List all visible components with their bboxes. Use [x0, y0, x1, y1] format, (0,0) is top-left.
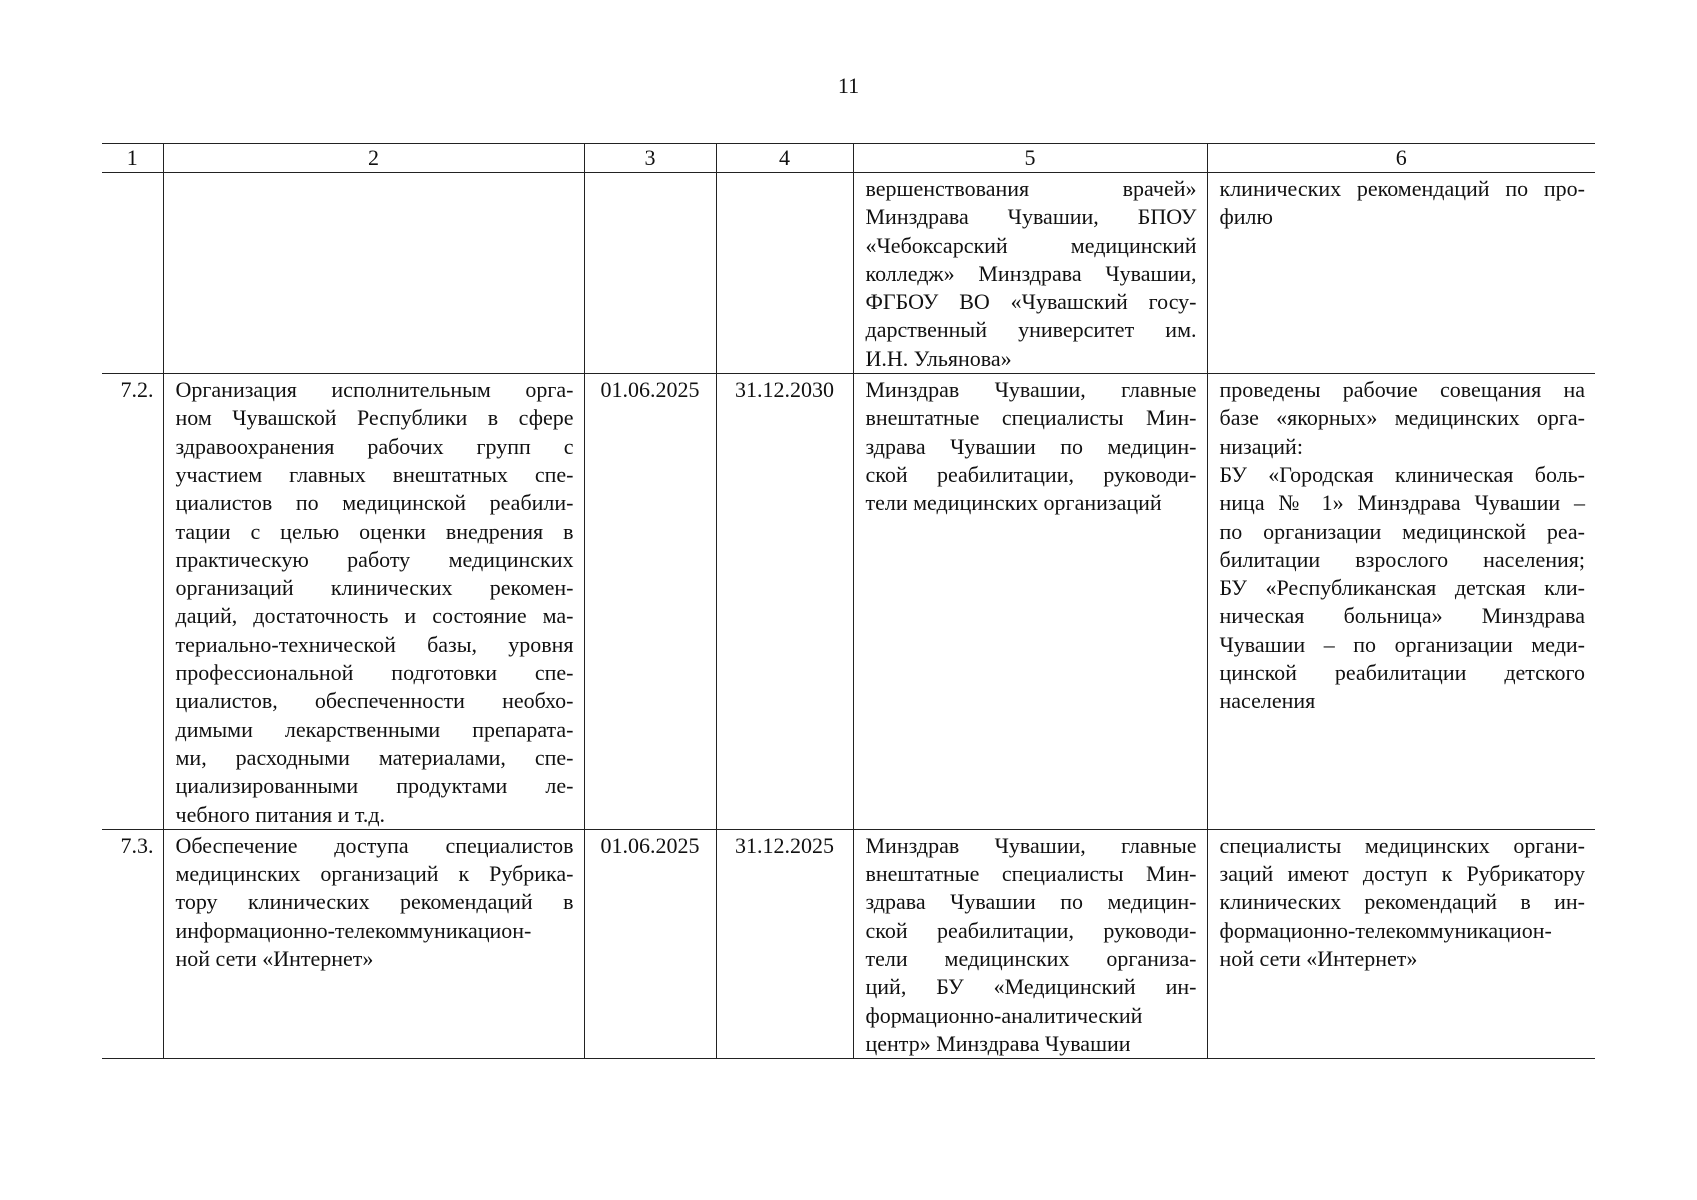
- text-line: ном Чувашской Республики в сфере: [175, 405, 574, 431]
- text-line: Чувашии – по организации меди-: [1219, 631, 1585, 657]
- column-header: 5: [853, 144, 1207, 173]
- text-line: специалисты медицинских органи-: [1219, 832, 1585, 858]
- text-line: здрава Чувашии по медицин-: [865, 889, 1197, 915]
- text-line: дарственный университет им.: [865, 317, 1197, 343]
- text-line: даций, достаточность и состояние ма-: [175, 603, 574, 629]
- responsible-cell: [853, 829, 1207, 1058]
- text-line: низаций:: [1219, 433, 1303, 459]
- column-header: 6: [1207, 144, 1595, 173]
- column-header: 4: [716, 144, 853, 173]
- text-line: териально-технической базы, уровня: [175, 631, 574, 657]
- header-row: [102, 144, 1595, 173]
- continuation-row: [102, 173, 1595, 374]
- page-number: 11: [837, 73, 860, 98]
- text-line: здрава Чувашии по медицин-: [865, 433, 1197, 459]
- text-line: заций имеют доступ к Рубрикатору: [1219, 861, 1585, 887]
- text-line: внештатные специалисты Мин-: [865, 861, 1197, 887]
- text-line: ной сети «Интернет»: [1219, 946, 1418, 972]
- column-header: 3: [584, 144, 716, 173]
- responsible-cell: [853, 173, 1207, 374]
- text-line: ническая больница» Минздрава: [1219, 603, 1585, 629]
- text-line: формационно-аналитический: [865, 1002, 1143, 1028]
- text-line: димыми лекарственными препарата-: [175, 716, 574, 742]
- text-line: колледж» Минздрава Чувашии,: [865, 260, 1197, 286]
- text-line: по организации медицинской реа-: [1219, 518, 1585, 544]
- empty-cell: [102, 173, 163, 374]
- item-number: 7.2.: [102, 374, 163, 830]
- result-cell: [1207, 829, 1595, 1058]
- empty-cell: [716, 173, 853, 374]
- text-line: внештатные специалисты Мин-: [865, 405, 1197, 431]
- text-line: тели медицинских организаций: [865, 490, 1162, 516]
- text-line: ций, БУ «Медицинский ин-: [865, 974, 1197, 1000]
- text-line: тору клинических рекомендаций в: [175, 889, 574, 915]
- text-line: БУ «Городская клиническая боль-: [1219, 461, 1585, 487]
- table-row: [102, 374, 1595, 830]
- text-line: тели медицинских организа-: [865, 946, 1197, 972]
- text-line: формационно-телекоммуникацион-: [1219, 917, 1552, 943]
- text-line: клинических рекомендаций по про-: [1219, 176, 1585, 201]
- text-line: ной сети «Интернет»: [175, 946, 374, 972]
- text-line: И.Н. Ульянова»: [865, 345, 1012, 371]
- text-line: ской реабилитации, руководи-: [865, 917, 1197, 943]
- end-date: 31.12.2030: [716, 374, 853, 830]
- text-line: циализированными продуктами ле-: [175, 773, 574, 799]
- text-line: филю: [1219, 204, 1273, 230]
- text-line: базе «якорных» медицинских орга-: [1219, 405, 1585, 431]
- end-date: 31.12.2025: [716, 829, 853, 1058]
- text-line: Минздрава Чувашии, БПОУ: [865, 204, 1197, 230]
- text-line: участием главных внештатных спе-: [175, 461, 574, 487]
- text-line: билитации взрослого населения;: [1219, 546, 1585, 572]
- text-line: Минздрав Чувашии, главные: [865, 832, 1197, 858]
- text-line: тации с целью оценки внедрения в: [175, 518, 574, 544]
- result-cell: [1207, 374, 1595, 830]
- text-line: Минздрав Чувашии, главные: [865, 377, 1197, 403]
- text-line: проведены рабочие совещания на: [1219, 377, 1585, 403]
- text-line: клинических рекомендаций в ин-: [1219, 889, 1585, 915]
- result-cell: [1207, 173, 1595, 374]
- description-cell: [163, 829, 584, 1058]
- start-date: 01.06.2025: [584, 374, 716, 830]
- text-line: «Чебоксарский медицинский: [865, 232, 1197, 258]
- item-number: 7.3.: [102, 829, 163, 1058]
- text-line: БУ «Республиканская детская кли-: [1219, 575, 1585, 601]
- empty-cell: [584, 173, 716, 374]
- start-date: 01.06.2025: [584, 829, 716, 1058]
- text-line: медицинских организаций к Рубрика-: [175, 861, 574, 887]
- text-line: практическую работу медицинских: [175, 546, 574, 572]
- text-line: вершенствования врачей»: [865, 176, 1197, 201]
- empty-cell: [163, 173, 584, 374]
- text-line: населения: [1219, 688, 1316, 714]
- text-line: здравоохранения рабочих групп с: [175, 433, 574, 459]
- text-line: ми, расходными материалами, спе-: [175, 744, 574, 770]
- text-line: ница № 1» Минздрава Чувашии –: [1219, 490, 1585, 516]
- text-line: информационно-телекоммуникацион-: [175, 917, 532, 943]
- text-line: цинской реабилитации детского: [1219, 660, 1585, 686]
- responsible-cell: [853, 374, 1207, 830]
- column-header: 1: [102, 144, 163, 173]
- text-line: центр» Минздрава Чувашии: [865, 1030, 1131, 1056]
- text-line: Обеспечение доступа специалистов: [175, 832, 574, 858]
- text-line: ФГБОУ ВО «Чувашский госу-: [865, 289, 1197, 315]
- text-line: циалистов, обеспеченности необхо-: [175, 688, 574, 714]
- text-line: организаций клинических рекомен-: [175, 575, 574, 601]
- column-header: 2: [163, 144, 584, 173]
- text-line: профессиональной подготовки спе-: [175, 660, 574, 686]
- table-row: [102, 829, 1595, 1058]
- text-line: циалистов по медицинской реабили-: [175, 490, 574, 516]
- description-cell: [163, 374, 584, 830]
- text-line: чебного питания и т.д.: [175, 801, 386, 827]
- text-line: Организация исполнительным орга-: [175, 377, 574, 403]
- text-line: ской реабилитации, руководи-: [865, 461, 1197, 487]
- plan-table: [102, 143, 1595, 1059]
